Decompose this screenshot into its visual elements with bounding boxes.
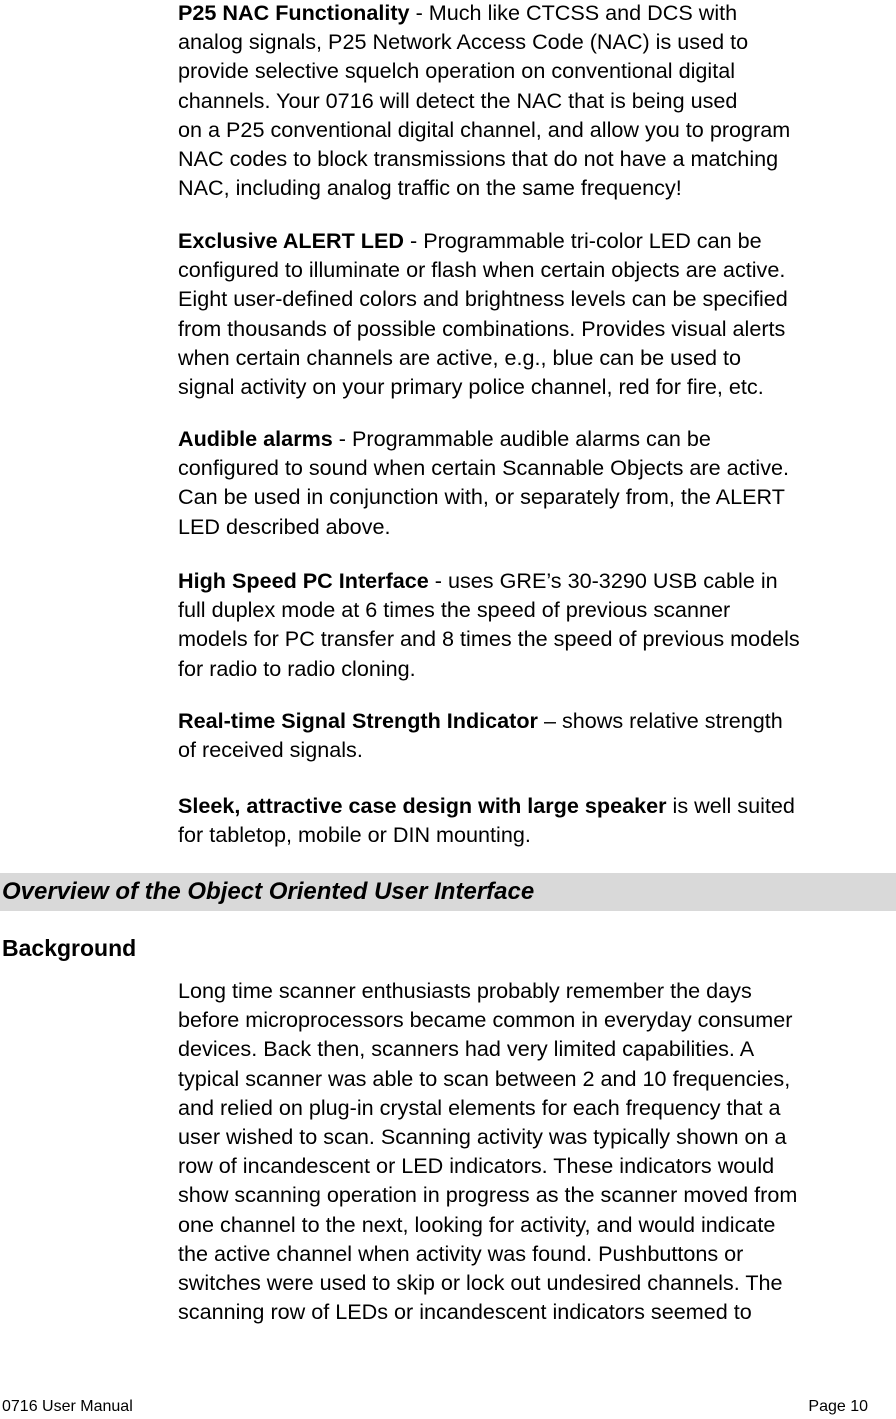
feature-line: Can be used in conjunction with, or separately from, the ALERT <box>178 484 785 510</box>
feature-line: analog signals, P25 Network Access Code (NAC) is used to <box>178 29 749 55</box>
feature-line: configured to sound when certain Scannable Objects are active. <box>178 455 789 481</box>
feature-title: Audible alarms <box>178 426 333 451</box>
feature-line: Eight user-defined colors and brightness levels can be specified <box>178 286 788 312</box>
body-line: typical scanner was able to scan between 2 and 10 frequencies, <box>178 1065 791 1091</box>
subsection-heading: Background <box>2 935 137 961</box>
section-title: Overview of the Object Oriented User Interface <box>2 878 535 905</box>
feature-line: when certain channels are active, e.g., blue can be used to <box>178 344 741 370</box>
body-line: user wished to scan. Scanning activity was typically shown on a <box>178 1124 787 1150</box>
feature-line: channels. Your 0716 will detect the NAC that is being used <box>178 87 738 113</box>
feature-title: High Speed PC Interface <box>178 568 429 593</box>
body-line: Long time scanner enthusiasts probably remember the days <box>178 978 752 1003</box>
feature-line: NAC codes to block transmissions that do not have a matching <box>178 146 779 172</box>
body-line: and relied on plug-in crystal elements for each frequency that a <box>178 1094 781 1120</box>
body-line: the active channel when activity was found. Pushbuttons or <box>178 1240 744 1266</box>
background-paragraph <box>178 976 894 1326</box>
feature-line: Audible alarms - Programmable audible alarms can be <box>178 426 711 451</box>
feature-title: Sleek, attractive case design with large speaker <box>178 793 667 818</box>
feature-title: Real-time Signal Strength Indicator <box>178 708 538 733</box>
feature-line: provide selective squelch operation on conventional digital <box>178 58 735 84</box>
feature-line: Exclusive ALERT LED - Programmable tri-color LED can be <box>178 228 762 253</box>
feature-title: P25 NAC Functionality <box>178 0 410 25</box>
body-line: devices. Back then, scanners had very limited capabilities. A <box>178 1036 755 1062</box>
feature-line: full duplex mode at 6 times the speed of previous scanner <box>178 597 731 623</box>
feature-line: configured to illuminate or flash when certain objects are active. <box>178 257 786 283</box>
feature-line: for radio to radio cloning. <box>178 655 416 681</box>
body-line: show scanning operation in progress as the scanner moved from <box>178 1182 798 1208</box>
footer-page-number: Page 10 <box>808 1398 868 1415</box>
feature-line: models for PC transfer and 8 times the speed of previous models <box>178 626 800 652</box>
feature-line: High Speed PC Interface - uses GRE’s 30-3290 USB cable in <box>178 568 778 593</box>
feature-line: P25 NAC Functionality - Much like CTCSS and DCS with <box>178 0 738 25</box>
feature-line: NAC, including analog traffic on the same frequency! <box>178 175 682 201</box>
feature-case-design <box>178 791 894 849</box>
feature-signal-strength <box>178 706 894 764</box>
feature-title: Exclusive ALERT LED <box>178 228 404 253</box>
body-line: one channel to the next, looking for activity, and would indicate <box>178 1211 776 1237</box>
feature-line: of received signals. <box>178 737 363 763</box>
feature-p25-nac <box>178 0 894 202</box>
feature-line: LED described above. <box>178 513 391 539</box>
feature-pc-interface <box>178 566 894 683</box>
feature-line: Real-time Signal Strength Indicator – shows relative strength <box>178 708 783 733</box>
feature-line: for tabletop, mobile or DIN mounting. <box>178 822 531 848</box>
feature-alert-led <box>178 226 894 401</box>
body-line: before microprocessors became common in everyday consumer <box>178 1007 793 1033</box>
feature-line: from thousands of possible combinations. Provides visual alerts <box>178 315 786 341</box>
section-header-bar <box>0 873 896 911</box>
feature-line: signal activity on your primary police channel, red for fire, etc. <box>178 374 764 400</box>
feature-audible-alarms <box>178 424 894 541</box>
body-line: scanning row of LEDs or incandescent indicators seemed to <box>178 1299 752 1325</box>
body-line: switches were used to skip or lock out undesired channels. The <box>178 1270 783 1296</box>
footer-manual-title: 0716 User Manual <box>2 1398 133 1415</box>
feature-line: on a P25 conventional digital channel, and allow you to program <box>178 116 791 142</box>
body-line: row of incandescent or LED indicators. These indicators would <box>178 1153 775 1179</box>
feature-line: Sleek, attractive case design with large speaker is well suited <box>178 793 795 818</box>
